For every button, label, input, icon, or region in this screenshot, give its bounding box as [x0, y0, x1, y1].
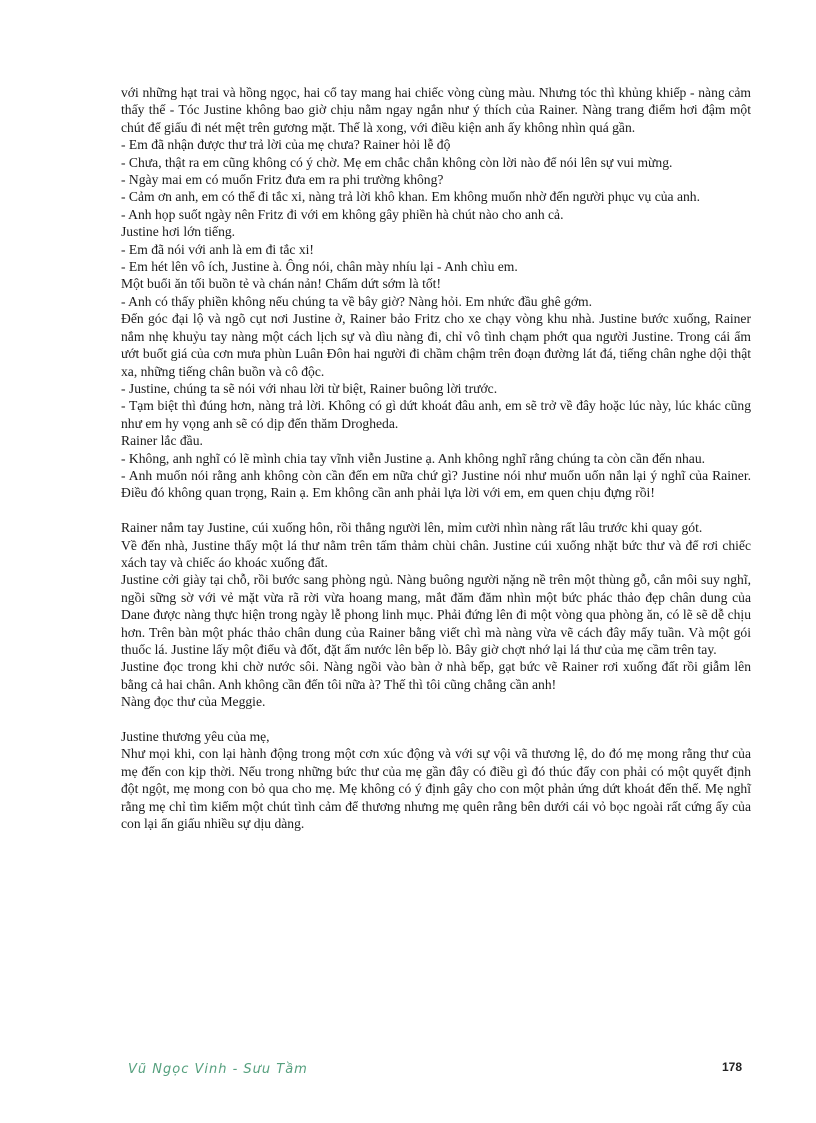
paragraph-spacer	[121, 711, 751, 728]
paragraph: - Tạm biệt thì đúng hơn, nàng trả lời. Không có gì dứt khoát đâu anh, em sẽ trở về đây hoặc lúc này, lúc khác cũng như em hy vọng anh sẽ có dịp đến thăm Drogheda.	[121, 398, 751, 431]
paragraph-spacer	[121, 502, 751, 519]
paragraph: - Anh muốn nói rằng anh không còn cần đến em nữa chứ gì? Justine nói như muốn uốn nắn lại ý nghĩ của Rainer. Điều đó không quan trọng, Rain ạ. Em không cần anh phải lựa lời với em, em quen chịu đựng rồi!	[121, 467, 751, 501]
paragraph: - Em đã nói với anh là em đi tắc xi!	[121, 241, 314, 257]
paragraph: - Em đã nhận được thư trả lời của mẹ chưa? Rainer hỏi lễ độ	[121, 137, 451, 153]
paragraph: - Chưa, thật ra em cũng không có ý chờ. Mẹ em chắc chắn không còn lời nào để nói lên sự vui mừng.	[121, 154, 673, 170]
paragraph: Justine đọc trong khi chờ nước sôi. Nàng ngồi vào bàn ở nhà bếp, gạt bức vẽ Rainer rơi xuống đất rồi giẫm lên bằng cả hai chân. Anh không cần đến tôi nữa à? Thế thì tôi cũng chẳng cần anh!	[121, 659, 751, 692]
page-body	[121, 84, 751, 832]
paragraph: Đến góc đại lộ và ngõ cụt nơi Justine ở, Rainer bảo Fritz cho xe chạy vòng khu nhà. Justine bước xuống, Rainer nắm nhẹ khuỷu tay nàng một cách lịch sự và dìu nàng đi, chỉ vô tình chạm phớt qua người Justine. Trong cái ẩm ướt buốt giá của cơn mưa phùn Luân Đôn hai người đi chầm chậm trên đoạn đường lát đá, tiếng chân nghe dội thật xa, những tiếng chân buồn và cô độc.	[121, 311, 751, 379]
paragraph: Justine hơi lớn tiếng.	[121, 224, 236, 240]
paragraph: - Ngày mai em có muốn Fritz đưa em ra phi trường không?	[121, 172, 444, 188]
paragraph: - Không, anh nghĩ có lẽ mình chia tay vĩnh viễn Justine ạ. Anh không nghĩ rằng chúng ta còn cần đến nhau.	[121, 450, 706, 466]
paragraph: - Cảm ơn anh, em có thể đi tắc xi, nàng trả lời khô khan. Em không muốn nhờ đến người phục vụ của anh.	[121, 189, 700, 205]
paragraph: Về đến nhà, Justine thấy một lá thư nằm trên tấm thảm chùi chân. Justine cúi xuống nhặt bức thư và để rơi chiếc xách tay và chiếc áo khoác xuống đất.	[121, 537, 751, 570]
paragraph: Justine cởi giày tại chỗ, rồi bước sang phòng ngủ. Nàng buông người nặng nề trên một thùng gỗ, cắn môi suy nghĩ, ngồi sững sờ với vẻ mặt vừa rã rời vừa hoang mang, mắt đăm đăm nhìn một bức phác thảo đẹp chân dung của Dane được nàng thực hiện trong ngày lễ phong linh mục. Phải đứng lên đi một vòng qua phòng ăn, có lẽ sẽ dễ chịu hơn. Trên bàn một phác thảo chân dung của Rainer bằng viết chì mà nàng vừa vẽ cách đây mấy tuần. Và một gói thuốc lá. Justine lấy một điếu và đốt, đặt ấm nước lên bếp lò. Bây giờ chợt nhớ lại lá thư của mẹ cầm trên tay.	[121, 572, 751, 657]
paragraph: Như mọi khi, con lại hành động trong một cơn xúc động và với sự vội vã thương lệ, do đó mẹ mong rằng thư của mẹ đến con kịp thời. Nếu trong những bức thư của mẹ gần đây có điều gì đó thúc đẩy con phải có một quyết định đột ngột, mẹ mong con bỏ qua cho mẹ. Mẹ không có ý định gây cho con một phản ứng dứt khoát đến thế. Mẹ nghĩ rằng mẹ chỉ tìm kiếm một chút tình cảm để thương nhưng mẹ quên rằng bên dưới cái vỏ bọc ngoài rất cứng ấy của con lại ẩn giấu nhiều sự dịu dàng.	[121, 746, 751, 832]
footer-credit: Vũ Ngọc Vinh - Sưu Tầm	[128, 1062, 308, 1077]
paragraph: Rainer nắm tay Justine, cúi xuống hôn, rồi thẳng người lên, mỉm cười nhìn nàng rất lâu trước khi quay gót.	[121, 520, 703, 536]
page-number: 178	[722, 1060, 743, 1074]
paragraph: - Anh họp suốt ngày nên Fritz đi với em không gây phiền hà chút nào cho anh cả.	[121, 206, 564, 222]
paragraph: - Anh có thấy phiền không nếu chúng ta về bây giờ? Nàng hỏi. Em nhức đầu ghê gớm.	[121, 293, 592, 309]
paragraph: - Justine, chúng ta sẽ nói với nhau lời từ biệt, Rainer buông lời trước.	[121, 380, 498, 396]
paragraph: Nàng đọc thư của Meggie.	[121, 694, 266, 710]
paragraph: Rainer lắc đầu.	[121, 433, 203, 449]
paragraph: Một buổi ăn tối buồn tẻ và chán nản! Chấm dứt sớm là tốt!	[121, 276, 441, 292]
paragraph: Justine thương yêu của mẹ,	[121, 729, 270, 744]
paragraph: với những hạt trai và hồng ngọc, hai cổ tay mang hai chiếc vòng cùng màu. Nhưng tóc thì khủng khiếp - nàng cảm thấy thế - Tóc Justine không bao giờ chịu nằm ngay ngắn như ý thích của Rainer. Nàng trang điểm hơi đậm một chút để giấu đi nét mệt trên gương mặt. Thế là xong, với điều kiện anh ấy không nhìn quá gần.	[121, 85, 751, 135]
paragraph: - Em hét lên vô ích, Justine à. Ông nói, chân mày nhíu lại - Anh chìu em.	[121, 259, 518, 275]
